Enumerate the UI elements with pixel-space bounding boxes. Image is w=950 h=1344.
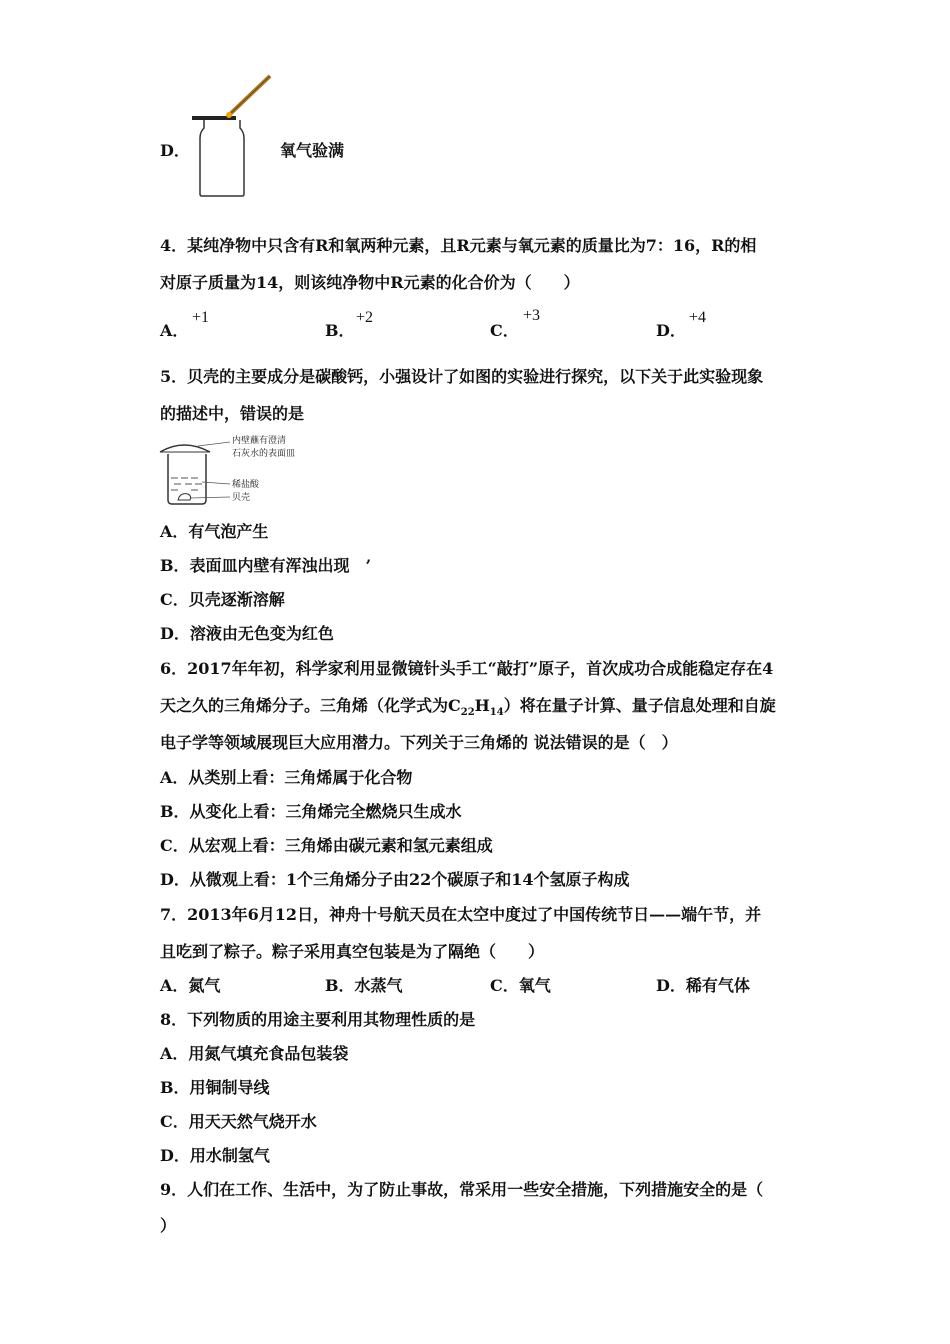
q8-option-b: B．用铜制导线 — [160, 1078, 270, 1097]
q5-option-d: D．溶液由无色变为红色 — [160, 624, 334, 643]
formula-subscript-carbon: 22 — [460, 707, 475, 719]
q6-stem-line1: 6．2017年年初，科学家利用显微镜针头手工“敲打”原子，首次成功合成能稳定存在4 — [160, 659, 774, 678]
q7-option-d: D．稀有气体 — [656, 976, 750, 995]
q4-option-b-label: B． — [325, 321, 355, 340]
formula-subscript-hydrogen: 14 — [489, 707, 504, 719]
q5-option-a: A．有气泡产生 — [160, 522, 269, 541]
q7-option-b: B．水蒸气 — [325, 976, 403, 995]
q5-stem-line1: 5．贝壳的主要成分是碳酸钙，小强设计了如图的实验进行探究，以下关于此实验现象 — [160, 367, 764, 386]
q6-option-a: A．从类别上看：三角烯属于化合物 — [160, 768, 413, 787]
q4-option-c-value: +3 — [523, 307, 541, 324]
q6-option-c: C．从宏观上看：三角烯由碳元素和氢元素组成 — [160, 836, 493, 855]
q8-option-c: C．用天天然气烧开水 — [160, 1112, 317, 1131]
q4-option-d-value: +4 — [689, 309, 707, 326]
q5-option-c: C．贝壳逐渐溶解 — [160, 590, 285, 609]
q7-stem-line1: 7．2013年6月12日，神舟十号航天员在太空中度过了中国传统节日——端午节，并 — [160, 905, 762, 924]
q3-option-d-caption: 氧气验满 — [280, 141, 345, 160]
q7-option-c: C．氧气 — [490, 976, 551, 995]
oxygen-test-bottle-figure — [188, 72, 278, 200]
q5-stem-line2: 的描述中，错误的是 — [160, 404, 305, 423]
figure-label-shell: 贝壳 — [232, 493, 251, 503]
q4-stem-line2: 对原子质量为14，则该纯净物中R元素的化合价为（ ） — [160, 273, 580, 292]
q4-option-c-label: C． — [490, 321, 519, 340]
q6-option-d: D．从微观上看：1个三角烯分子由22个碳原子和14个氢原子构成 — [160, 870, 630, 889]
shell-acid-experiment-figure — [158, 434, 308, 508]
q4-stem-line1: 4．某纯净物中只含有R和氧两种元素，且R元素与氧元素的质量比为7：16，R的相 — [160, 236, 757, 255]
q6-stem-line2: 天之久的三角烯分子。三角烯（化学式为$C_{22}H_{14}$）将在量子计算、量子信息处理和自旋 — [160, 696, 776, 719]
q8-stem: 8．下列物质的用途主要利用其物理性质的是 — [160, 1010, 476, 1029]
q9-stem-line2: ） — [160, 1216, 177, 1235]
q9-stem-line1: 9．人们在工作、生活中，为了防止事故，常采用一些安全措施，下列措施安全的是（ — [160, 1180, 764, 1199]
figure-label-watchglass-line1: 内壁蘸有澄清 — [232, 436, 287, 446]
q4-option-a-value: +1 — [192, 309, 210, 326]
q4-option-b-value: +2 — [356, 309, 374, 326]
q8-option-a: A．用氮气填充食品包装袋 — [160, 1044, 349, 1063]
q4-option-a-label: A． — [160, 321, 189, 340]
figure-label-acid: 稀盐酸 — [232, 480, 260, 490]
q8-option-d: D．用水制氢气 — [160, 1146, 270, 1165]
q7-option-a: A．氮气 — [160, 976, 221, 995]
q3-option-d-label: D． — [160, 141, 190, 160]
q5-option-b: B．表面皿内壁有浑浊出现 ’ — [160, 556, 372, 575]
q4-option-d-label: D． — [656, 321, 686, 340]
figure-label-watchglass-line2: 石灰水的表面皿 — [232, 449, 296, 459]
q6-stem-line3: 电子学等领域展现巨大应用潜力。下列关于三角烯的 说法错误的是（ ） — [160, 733, 678, 752]
q7-stem-line2: 且吃到了粽子。粽子采用真空包装是为了隔绝（ ） — [160, 942, 545, 961]
q6-option-b: B．从变化上看：三角烯完全燃烧只生成水 — [160, 802, 462, 821]
